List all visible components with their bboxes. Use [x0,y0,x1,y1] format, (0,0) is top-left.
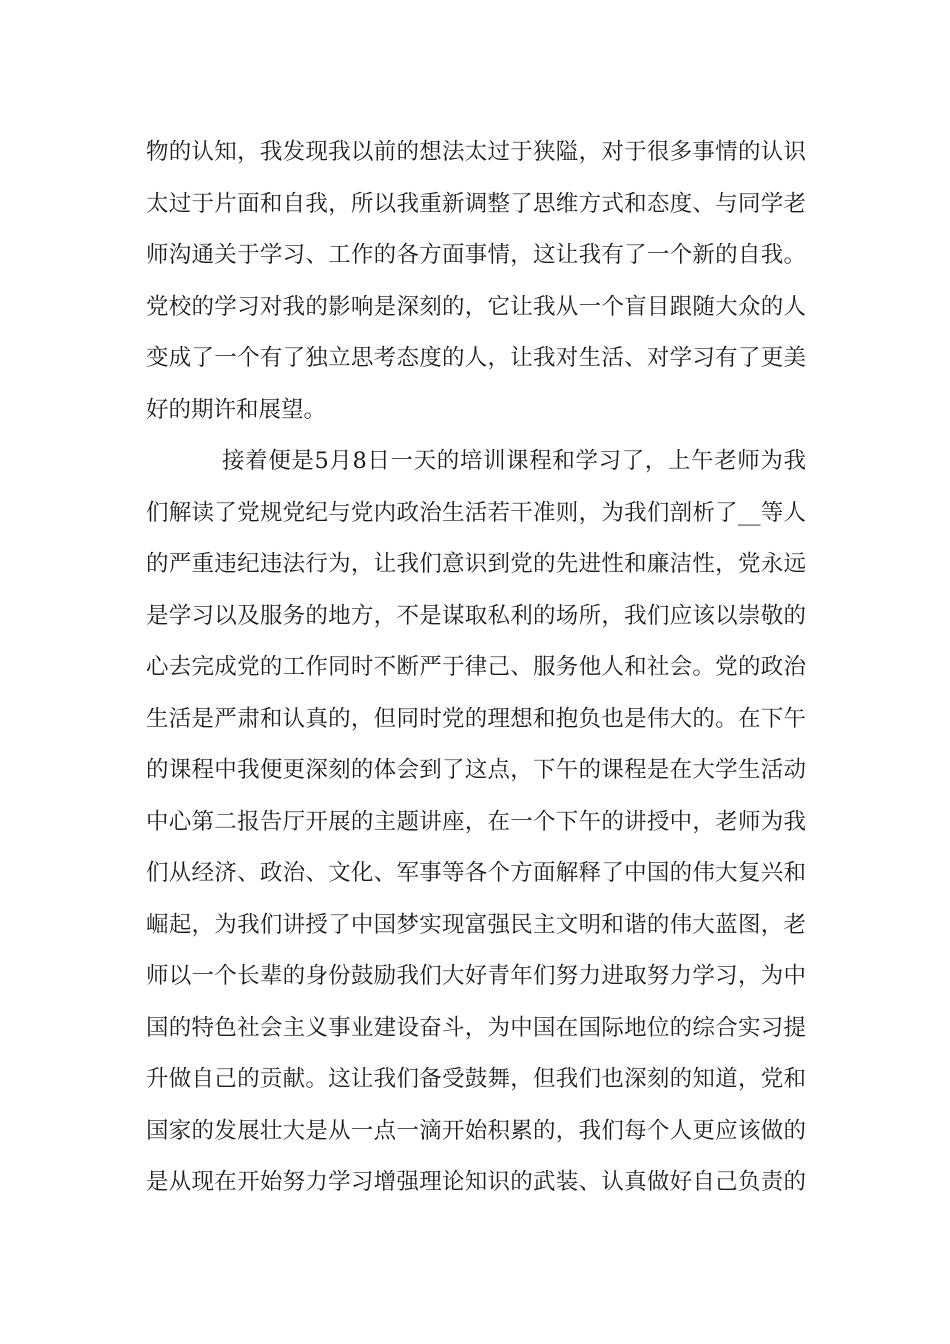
text-line: 师以一个长辈的身份鼓励我们大好青年们努力进取努力学习，为中 [146,963,806,989]
text-line: 国的特色社会主义事业建设奋斗，为中国在国际地位的综合实习提 [146,1015,806,1041]
text-line: 师沟通关于学习、工作的各方面事情，这让我有了一个新的自我。 [146,242,806,268]
text-line: 的课程中我便更深刻的体会到了这点，下午的课程是在大学生活动 [146,757,806,783]
text-line: 接着便是5月8日一天的培训课程和学习了，上午老师为我 [222,448,806,474]
text-line: 的严重违纪违法行为，让我们意识到党的先进性和廉洁性，党永远 [146,551,806,577]
text-line: 们解读了党规党纪与党内政治生活若干准则，为我们剖析了__等人 [146,500,806,526]
text-line: 生活是严肃和认真的，但同时党的理想和抱负也是伟大的。在下午 [146,706,806,732]
text-line: 心去完成党的工作同时不断严于律己、服务他人和社会。党的政治 [146,654,806,680]
text-line: 是从现在开始努力学习增强理论知识的武装、认真做好自己负责的 [146,1169,806,1195]
text-line: 变成了一个有了独立思考态度的人，让我对生活、对学习有了更美 [146,345,806,371]
text-line: 物的认知，我发现我以前的想法太过于狭隘，对于很多事情的认识 [146,139,806,165]
text-line: 中心第二报告厅开展的主题讲座，在一个下午的讲授中，老师为我 [146,809,806,835]
text-line: 好的期许和展望。 [146,397,327,423]
text-line: 升做自己的贡献。这让我们备受鼓舞，但我们也深刻的知道，党和 [146,1066,806,1092]
text-line: 崛起，为我们讲授了中国梦实现富强民主文明和谐的伟大蓝图，老 [146,912,806,938]
text-line: 国家的发展壮大是从一点一滴开始积累的，我们每个人更应该做的 [146,1118,806,1144]
text-line: 是学习以及服务的地方，不是谋取私利的场所，我们应该以崇敬的 [146,603,806,629]
text-line: 太过于片面和自我，所以我重新调整了思维方式和态度、与同学老 [146,191,806,217]
text-line: 们从经济、政治、文化、军事等各个方面解释了中国的伟大复兴和 [146,860,806,886]
text-line: 党校的学习对我的影响是深刻的，它让我从一个盲目跟随大众的人 [146,294,806,320]
